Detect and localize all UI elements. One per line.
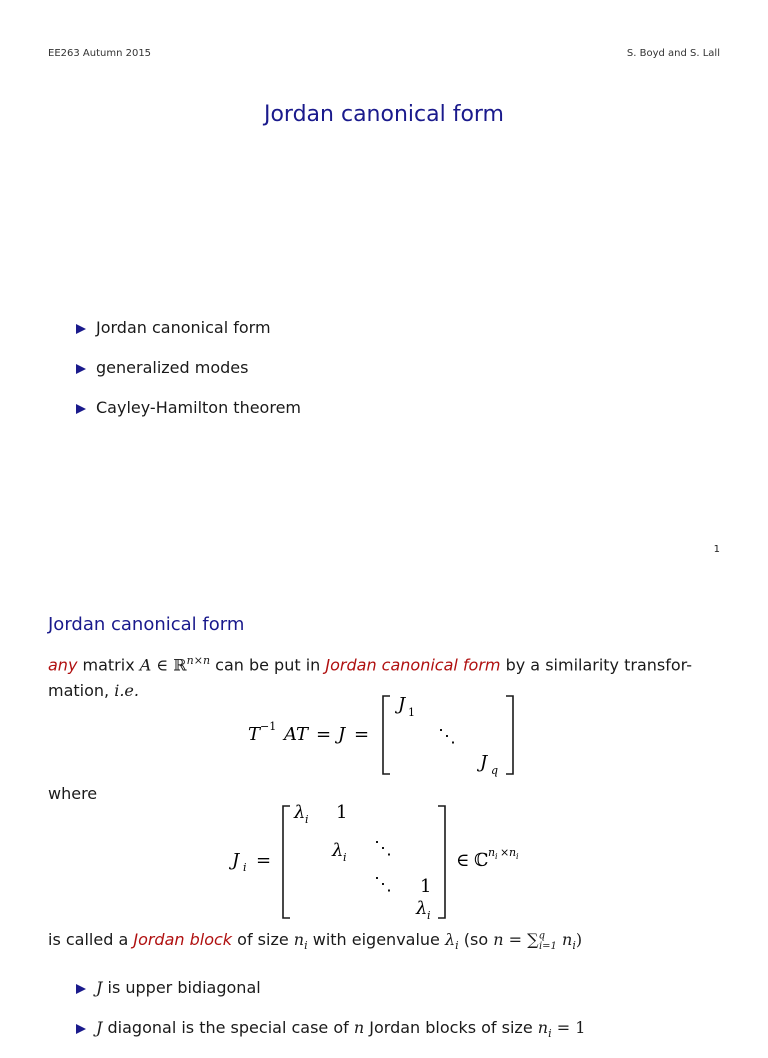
page-number: 1: [713, 544, 720, 555]
math-paren: ): [575, 930, 583, 949]
eq-AT: AT: [284, 724, 309, 745]
course-label: EE263 Autumn 2015: [48, 48, 152, 59]
eq-Ji: J: [232, 850, 240, 871]
math-lambda: λ: [445, 930, 456, 949]
left-bracket: [383, 696, 390, 774]
math-sub: i: [572, 939, 576, 953]
right-bracket: [506, 696, 513, 774]
math-sub: i: [304, 939, 308, 953]
eq-Jq-sub: q: [491, 764, 499, 777]
math-sub: i: [455, 939, 459, 953]
math-in: ∈: [156, 655, 169, 675]
topic-list: [48, 318, 301, 438]
eq-Ji-sub: i: [243, 861, 247, 874]
math-sum: ∑: [527, 930, 539, 949]
topic-label: Cayley-Hamilton theorem: [96, 398, 301, 417]
math-equals: = 1: [556, 1018, 586, 1037]
eq-equals: =: [256, 850, 272, 871]
eq-equals-2: =: [354, 724, 370, 745]
text: matrix: [82, 655, 135, 675]
triangle-bullet-icon: [76, 324, 86, 334]
math-n: n: [562, 930, 573, 949]
text: mation,: [48, 681, 110, 701]
math-J: J: [96, 978, 103, 997]
eq-sup-i: i: [495, 852, 498, 861]
eq-ddots: ⋱: [374, 838, 392, 859]
math-n: n: [353, 1018, 365, 1037]
jordan-block-equation: [228, 800, 548, 926]
eq-lambda: λ: [294, 802, 306, 823]
math-n: n: [537, 1018, 549, 1037]
eq-lambda: λ: [416, 898, 428, 919]
eq-C: ℂ: [474, 850, 489, 871]
topic-label: Jordan canonical form: [96, 318, 271, 337]
emphasis-any: any: [48, 655, 78, 675]
section-title: Jordan canonical form: [48, 614, 245, 635]
eq-times: ×: [500, 846, 510, 859]
text: of size: [237, 930, 289, 949]
eq-T: T: [248, 724, 261, 745]
math-J: J: [96, 1018, 103, 1037]
text: by a similarity transfor-: [505, 655, 692, 675]
eq-lambda-sub: i: [305, 813, 309, 826]
math-n: n: [293, 930, 305, 949]
text: diagonal is the special case of: [107, 1018, 349, 1037]
list-item: [48, 318, 301, 358]
list-item: [48, 358, 301, 398]
eq-sup-n2: n: [509, 846, 517, 859]
eq-sup-i2: i: [516, 852, 519, 861]
eq-Tsup: −1: [260, 720, 277, 733]
properties-list: [48, 978, 585, 1058]
eq-ddots: ⋱: [374, 874, 392, 895]
triangle-bullet-icon: [76, 404, 86, 414]
emphasis-jordan-block: Jordan block: [133, 930, 233, 949]
where-label: where: [48, 784, 98, 803]
emphasis-jcf: Jordan canonical form: [325, 655, 501, 675]
math-nxn: n×n: [186, 654, 211, 667]
triangle-bullet-icon: [76, 364, 86, 374]
topic-label: generalized modes: [96, 358, 249, 377]
text: can be put in: [215, 655, 321, 675]
jordan-block-paragraph: [48, 930, 582, 952]
list-item: [48, 978, 585, 1018]
math-n: n: [493, 930, 504, 949]
triangle-bullet-icon: [76, 984, 86, 994]
text: with eigenvalue: [312, 930, 440, 949]
jordan-form-equation: [240, 690, 530, 782]
slide-title: Jordan canonical form: [263, 102, 504, 127]
eq-J1-sub: 1: [408, 706, 415, 719]
triangle-bullet-icon: [76, 1024, 86, 1034]
eq-J1: J: [398, 694, 406, 715]
math-equals: =: [508, 930, 523, 949]
authors-label: S. Boyd and S. Lall: [626, 48, 720, 59]
list-item: [48, 1018, 585, 1058]
text: is called a: [48, 930, 129, 949]
eq-Jq: J: [480, 752, 488, 773]
list-item: [48, 398, 301, 438]
math-A: A: [139, 655, 152, 675]
text: (so: [463, 930, 489, 949]
math-sup: q: [538, 930, 545, 942]
eq-lambda-sub: i: [427, 909, 431, 922]
eq-ddots: ⋱: [438, 726, 456, 747]
left-bracket: [283, 806, 290, 918]
eq-lambda-sub: i: [343, 851, 347, 864]
eq-in: ∈: [456, 850, 470, 871]
right-bracket: [438, 806, 445, 918]
eq-one: 1: [420, 876, 432, 897]
eq-equals: =: [316, 724, 332, 745]
eq-sup-n: n: [488, 846, 496, 859]
eq-lambda: λ: [332, 840, 344, 861]
math-sub: i=1: [538, 941, 557, 953]
text: Jordan blocks of size: [369, 1018, 533, 1037]
eq-J: J: [338, 724, 346, 745]
math-R: ℝ: [173, 655, 187, 675]
text: is upper bidiagonal: [107, 978, 261, 997]
ie-text: i.e.: [114, 681, 139, 701]
math-sub: i: [548, 1027, 552, 1041]
eq-one: 1: [336, 802, 348, 823]
